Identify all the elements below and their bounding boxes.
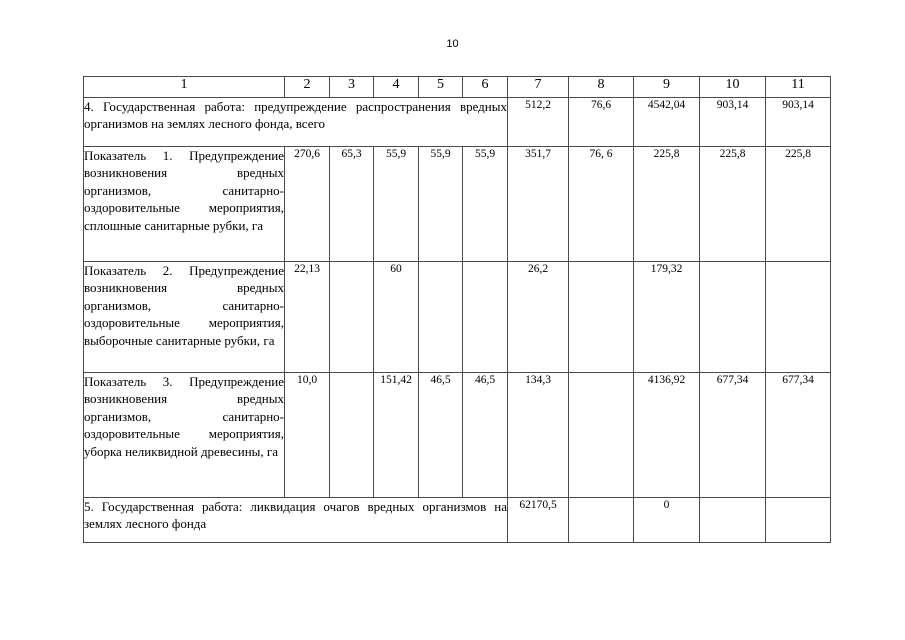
- indicator-3-label: Показатель 3. Предупреждение возникновения вредных организмов, санитарно-оздоровительные мероприятия, уборка неликвидной древесины, га: [84, 373, 285, 498]
- col-header-4: 4: [374, 77, 419, 98]
- indicator-3-col2: 10,0: [285, 373, 330, 498]
- indicator-2-col5: [419, 262, 463, 373]
- section-4-col10: 903,14: [700, 98, 766, 147]
- indicator-2-col2: 22,13: [285, 262, 330, 373]
- indicator-3-col9: 4136,92: [634, 373, 700, 498]
- indicator-3-col8: [569, 373, 634, 498]
- col-header-2: 2: [285, 77, 330, 98]
- col-header-3: 3: [330, 77, 374, 98]
- indicator-1-col4: 55,9: [374, 147, 419, 262]
- section-4-col9: 4542,04: [634, 98, 700, 147]
- col-header-10: 10: [700, 77, 766, 98]
- section-4-label: 4. Государственная работа: предупреждение распространения вредных организмов на землях лесного фонда, всего: [84, 98, 508, 147]
- section-5-col10: [700, 498, 766, 543]
- page-number: 10: [446, 38, 459, 50]
- indicator-2-col8: [569, 262, 634, 373]
- indicator-2-label: Показатель 2. Предупреждение возникновения вредных организмов, санитарно-оздоровительные мероприятия, выборочные санитарные рубки, га: [84, 262, 285, 373]
- indicator-1-col8: 76, 6: [569, 147, 634, 262]
- indicator-3-col11: 677,34: [766, 373, 831, 498]
- table-row-indicator-3: [84, 373, 831, 498]
- col-header-6: 6: [463, 77, 508, 98]
- table-row-indicator-1: [84, 147, 831, 262]
- indicator-1-label: Показатель 1. Предупреждение возникновения вредных организмов, санитарно-оздоровительные мероприятия, сплошные санитарные рубки, га: [84, 147, 285, 262]
- table-row-indicator-2: [84, 262, 831, 373]
- indicator-1-col11: 225,8: [766, 147, 831, 262]
- col-header-5: 5: [419, 77, 463, 98]
- indicator-1-col5: 55,9: [419, 147, 463, 262]
- indicator-3-col3: [330, 373, 374, 498]
- indicator-2-col6: [463, 262, 508, 373]
- indicator-2-col9: 179,32: [634, 262, 700, 373]
- indicator-2-col3: [330, 262, 374, 373]
- indicator-2-col10: [700, 262, 766, 373]
- col-header-1: 1: [84, 77, 285, 98]
- indicator-3-col6: 46,5: [463, 373, 508, 498]
- section-5-col11: [766, 498, 831, 543]
- table-row-section-4: [84, 98, 831, 147]
- indicator-1-col9: 225,8: [634, 147, 700, 262]
- section-5-col9: 0: [634, 498, 700, 543]
- indicator-2-col4: 60: [374, 262, 419, 373]
- indicator-1-col7: 351,7: [508, 147, 569, 262]
- section-5-col7: 62170,5: [508, 498, 569, 543]
- indicator-1-col3: 65,3: [330, 147, 374, 262]
- indicator-3-col10: 677,34: [700, 373, 766, 498]
- col-header-7: 7: [508, 77, 569, 98]
- indicator-2-col7: 26,2: [508, 262, 569, 373]
- section-5-label: 5. Государственная работа: ликвидация очагов вредных организмов на землях лесного фонда: [84, 498, 508, 543]
- header-row: [84, 77, 831, 98]
- col-header-11: 11: [766, 77, 831, 98]
- section-4-col7: 512,2: [508, 98, 569, 147]
- indicator-3-col7: 134,3: [508, 373, 569, 498]
- col-header-8: 8: [569, 77, 634, 98]
- section-4-col8: 76,6: [569, 98, 634, 147]
- forest-protection-table: [83, 76, 831, 543]
- indicator-1-col2: 270,6: [285, 147, 330, 262]
- indicator-1-col10: 225,8: [700, 147, 766, 262]
- col-header-9: 9: [634, 77, 700, 98]
- section-5-col8: [569, 498, 634, 543]
- indicator-1-col6: 55,9: [463, 147, 508, 262]
- indicator-2-col11: [766, 262, 831, 373]
- table-row-section-5: [84, 498, 831, 543]
- indicator-3-col4: 151,42: [374, 373, 419, 498]
- indicator-3-col5: 46,5: [419, 373, 463, 498]
- section-4-col11: 903,14: [766, 98, 831, 147]
